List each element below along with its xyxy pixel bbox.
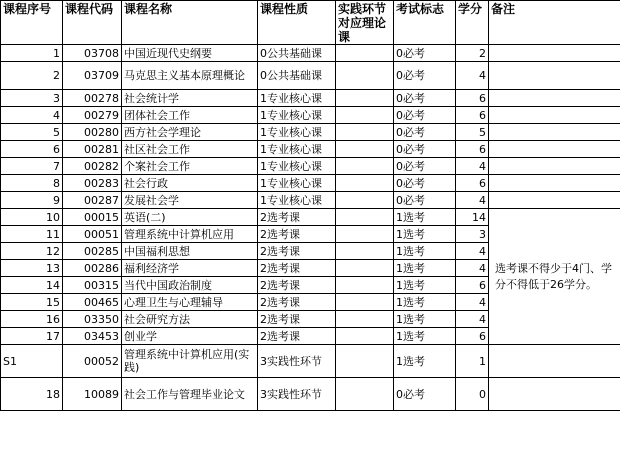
cell-credit: 6 (456, 277, 489, 294)
cell-code: 03708 (63, 45, 122, 62)
cell-code: 03453 (63, 328, 122, 345)
cell-practice (336, 107, 394, 124)
cell-code: 00052 (63, 345, 122, 378)
cell-nature: 1专业核心课 (258, 192, 336, 209)
header-note: 备注 (489, 1, 620, 45)
cell-practice (336, 378, 394, 411)
cell-practice (336, 141, 394, 158)
cell-name: 英语(二) (122, 209, 258, 226)
cell-credit: 1 (456, 345, 489, 378)
cell-practice (336, 192, 394, 209)
cell-credit: 5 (456, 124, 489, 141)
cell-nature: 1专业核心课 (258, 124, 336, 141)
cell-nature: 2选考课 (258, 243, 336, 260)
cell-seq: 6 (1, 141, 63, 158)
cell-credit: 6 (456, 175, 489, 192)
table-row (1, 158, 620, 175)
cell-exam: 1选考 (394, 277, 456, 294)
cell-seq: 1 (1, 45, 63, 62)
cell-credit: 6 (456, 141, 489, 158)
table-row (1, 192, 620, 209)
table-row (1, 175, 620, 192)
cell-credit: 6 (456, 107, 489, 124)
cell-exam: 1选考 (394, 226, 456, 243)
cell-name: 中国近现代史纲要 (122, 45, 258, 62)
cell-practice (336, 243, 394, 260)
cell-name: 个案社会工作 (122, 158, 258, 175)
cell-nature: 1专业核心课 (258, 175, 336, 192)
cell-exam: 0必考 (394, 45, 456, 62)
cell-code: 00282 (63, 158, 122, 175)
cell-exam: 1选考 (394, 294, 456, 311)
cell-code: 03350 (63, 311, 122, 328)
cell-nature: 1专业核心课 (258, 141, 336, 158)
cell-code: 00465 (63, 294, 122, 311)
cell-exam: 1选考 (394, 260, 456, 277)
cell-name: 当代中国政治制度 (122, 277, 258, 294)
cell-name: 管理系统中计算机应用(实践) (122, 345, 258, 378)
cell-practice (336, 62, 394, 90)
table-row (1, 90, 620, 107)
header-code: 课程代码 (63, 1, 122, 45)
cell-nature: 3实践性环节 (258, 345, 336, 378)
cell-practice (336, 277, 394, 294)
cell-code: 00286 (63, 260, 122, 277)
cell-name: 马克思主义基本原理概论 (122, 62, 258, 90)
cell-name: 西方社会学理论 (122, 124, 258, 141)
cell-seq: 3 (1, 90, 63, 107)
cell-credit: 4 (456, 294, 489, 311)
cell-exam: 0必考 (394, 107, 456, 124)
cell-practice (336, 175, 394, 192)
cell-note (489, 62, 620, 90)
cell-nature: 2选考课 (258, 226, 336, 243)
table-row (1, 141, 620, 158)
cell-seq: 11 (1, 226, 63, 243)
table-row (1, 345, 620, 378)
cell-code: 00283 (63, 175, 122, 192)
cell-code: 00279 (63, 107, 122, 124)
cell-credit: 4 (456, 158, 489, 175)
cell-note (489, 107, 620, 124)
cell-nature: 2选考课 (258, 311, 336, 328)
cell-exam: 0必考 (394, 141, 456, 158)
header-seq: 课程序号 (1, 1, 63, 45)
cell-code: 00280 (63, 124, 122, 141)
cell-nature: 2选考课 (258, 294, 336, 311)
cell-credit: 3 (456, 226, 489, 243)
cell-code: 00315 (63, 277, 122, 294)
cell-code: 03709 (63, 62, 122, 90)
cell-seq: 4 (1, 107, 63, 124)
header-name: 课程名称 (122, 1, 258, 45)
cell-practice (336, 328, 394, 345)
cell-seq: 16 (1, 311, 63, 328)
cell-nature: 1专业核心课 (258, 107, 336, 124)
cell-code: 00287 (63, 192, 122, 209)
table-row (1, 45, 620, 62)
cell-seq: 5 (1, 124, 63, 141)
cell-credit: 6 (456, 90, 489, 107)
elective-note: 选考课不得少于4门、学分不得低于26学分。 (489, 209, 620, 345)
cell-credit: 6 (456, 328, 489, 345)
cell-seq: 12 (1, 243, 63, 260)
table-row (1, 107, 620, 124)
cell-exam: 1选考 (394, 209, 456, 226)
cell-code: 10089 (63, 378, 122, 411)
cell-note (489, 378, 620, 411)
header-exam: 考试标志 (394, 1, 456, 45)
cell-practice (336, 345, 394, 378)
cell-credit: 4 (456, 243, 489, 260)
header-nature: 课程性质 (258, 1, 336, 45)
cell-nature: 0公共基础课 (258, 45, 336, 62)
cell-note (489, 158, 620, 175)
cell-seq: 8 (1, 175, 63, 192)
header-row (1, 1, 620, 45)
cell-exam: 0必考 (394, 62, 456, 90)
cell-exam: 1选考 (394, 345, 456, 378)
cell-exam: 1选考 (394, 328, 456, 345)
cell-code: 00285 (63, 243, 122, 260)
cell-seq: 18 (1, 378, 63, 411)
cell-name: 团体社会工作 (122, 107, 258, 124)
cell-name: 创业学 (122, 328, 258, 345)
cell-practice (336, 311, 394, 328)
cell-nature: 2选考课 (258, 209, 336, 226)
cell-practice (336, 90, 394, 107)
cell-practice (336, 209, 394, 226)
header-practice: 实践环节对应理论课 (336, 1, 394, 45)
cell-practice (336, 260, 394, 277)
cell-credit: 4 (456, 192, 489, 209)
cell-seq: 9 (1, 192, 63, 209)
table-row (1, 124, 620, 141)
cell-note (489, 192, 620, 209)
cell-name: 心理卫生与心理辅导 (122, 294, 258, 311)
cell-credit: 4 (456, 311, 489, 328)
cell-exam: 0必考 (394, 90, 456, 107)
cell-practice (336, 124, 394, 141)
cell-seq: 17 (1, 328, 63, 345)
cell-name: 发展社会学 (122, 192, 258, 209)
cell-note (489, 141, 620, 158)
cell-credit: 14 (456, 209, 489, 226)
cell-practice (336, 45, 394, 62)
cell-name: 中国福利思想 (122, 243, 258, 260)
cell-seq: S1 (1, 345, 63, 378)
cell-name: 社会研究方法 (122, 311, 258, 328)
cell-name: 社区社会工作 (122, 141, 258, 158)
cell-note (489, 124, 620, 141)
cell-exam: 1选考 (394, 311, 456, 328)
cell-name: 社会工作与管理毕业论文 (122, 378, 258, 411)
cell-nature: 2选考课 (258, 277, 336, 294)
cell-exam: 1选考 (394, 243, 456, 260)
cell-code: 00281 (63, 141, 122, 158)
cell-seq: 7 (1, 158, 63, 175)
cell-note (489, 45, 620, 62)
cell-practice (336, 158, 394, 175)
cell-nature: 2选考课 (258, 328, 336, 345)
table-row (1, 378, 620, 411)
table-row (1, 62, 620, 90)
cell-practice (336, 226, 394, 243)
cell-practice (336, 294, 394, 311)
cell-exam: 0必考 (394, 124, 456, 141)
cell-credit: 4 (456, 260, 489, 277)
cell-credit: 0 (456, 378, 489, 411)
cell-nature: 1专业核心课 (258, 158, 336, 175)
cell-credit: 2 (456, 45, 489, 62)
cell-seq: 13 (1, 260, 63, 277)
cell-nature: 1专业核心课 (258, 90, 336, 107)
cell-code: 00015 (63, 209, 122, 226)
cell-note (489, 175, 620, 192)
cell-code: 00278 (63, 90, 122, 107)
cell-exam: 0必考 (394, 158, 456, 175)
cell-seq: 15 (1, 294, 63, 311)
cell-seq: 10 (1, 209, 63, 226)
cell-code: 00051 (63, 226, 122, 243)
cell-nature: 2选考课 (258, 260, 336, 277)
cell-nature: 3实践性环节 (258, 378, 336, 411)
cell-nature: 0公共基础课 (258, 62, 336, 90)
cell-exam: 0必考 (394, 175, 456, 192)
cell-seq: 2 (1, 62, 63, 90)
header-credit: 学分 (456, 1, 489, 45)
cell-exam: 0必考 (394, 192, 456, 209)
cell-note (489, 345, 620, 378)
cell-credit: 4 (456, 62, 489, 90)
cell-note (489, 90, 620, 107)
cell-name: 社会行政 (122, 175, 258, 192)
cell-name: 管理系统中计算机应用 (122, 226, 258, 243)
table-row (1, 209, 620, 226)
cell-seq: 14 (1, 277, 63, 294)
cell-name: 福利经济学 (122, 260, 258, 277)
cell-exam: 0必考 (394, 378, 456, 411)
cell-name: 社会统计学 (122, 90, 258, 107)
